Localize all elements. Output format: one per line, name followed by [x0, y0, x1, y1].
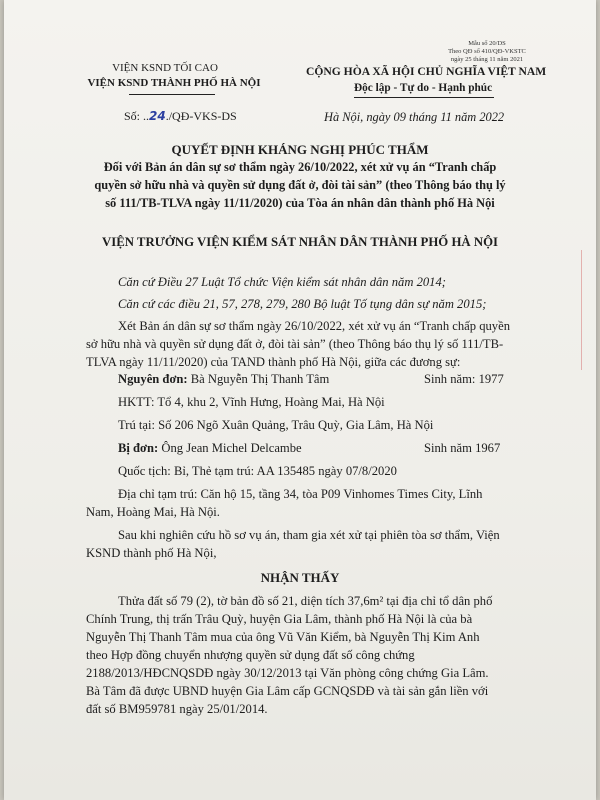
- findings-line: đất số BM959781 ngày 25/01/2014.: [86, 702, 268, 716]
- decision-title: QUYẾT ĐỊNH KHÁNG NGHỊ PHÚC THẨM: [171, 142, 429, 157]
- address-line: Địa chỉ tạm trú: Căn hộ 15, tầng 34, tòa P09 Vinhomes Times City, Lĩnh: [118, 487, 483, 501]
- subject-line: Đối với Bản án dân sự sơ thẩm ngày 26/10/2022, xét xử vụ án “Tranh chấp: [103, 160, 497, 174]
- review-line: TLVA ngày 11/11/2020) của TAND thành phố Hà Nội, giữa các đương sự:: [86, 355, 461, 369]
- review-paragraph: [86, 317, 510, 371]
- defendant-label: Bị đơn:: [118, 441, 159, 455]
- plaintiff-row: [118, 370, 329, 388]
- subject-line: số 111/TB-TLVA ngày 11/11/2020) của Tòa án nhân dân thành phố Hà Nội: [105, 196, 495, 210]
- after-review-line: Sau khi nghiên cứu hồ sơ vụ án, tham gia xét xử tại phiên tòa sơ thẩm, Viện: [118, 528, 500, 542]
- number-value: 24: [149, 109, 166, 123]
- form-note: [422, 40, 552, 64]
- findings-line: 2188/2013/HĐCNQSDĐ ngày 30/12/2013 tại Văn phòng công chứng Gia Lâm.: [86, 666, 489, 680]
- margin-stamp-trace: [581, 250, 596, 370]
- motto: Độc lập - Tự do - Hạnh phúc: [354, 82, 493, 94]
- defendant-temp-address: [86, 485, 482, 521]
- plaintiff-residence: Trú tại: Số 206 Ngõ Xuân Quảng, Trâu Quỳ, Gia Lâm, Hà Nội: [118, 418, 434, 432]
- country-name: CỘNG HÒA XÃ HỘI CHỦ NGHĨA VIỆT NAM: [306, 65, 547, 78]
- findings-line: Thửa đất số 79 (2), tờ bản đồ số 21, diện tích 37,6m² tại địa chỉ tổ dân phố: [118, 594, 493, 608]
- plaintiff-birth: Sinh năm: 1977: [424, 372, 504, 386]
- findings-paragraph: [86, 592, 516, 718]
- findings-line: Chính Trung, thị trấn Trâu Quỳ, huyện Gia Lâm, thành phố Hà Nội là của bà: [86, 612, 473, 626]
- review-line: Xét Bản án dân sự sơ thẩm ngày 26/10/2022, xét xử vụ án “Tranh chấp quyền: [118, 319, 510, 333]
- defendant-nationality: Quốc tịch: Bỉ, Thẻ tạm trú: AA 135485 ngày 07/8/2020: [118, 464, 397, 478]
- authority-heading: VIỆN TRƯỞNG VIỆN KIỂM SÁT NHÂN DÂN THÀNH PHỐ HÀ NỘI: [101, 235, 499, 249]
- form-note-line: ngày 25 tháng 11 năm 2021: [450, 56, 524, 63]
- plaintiff-label: Nguyên đơn:: [118, 372, 188, 386]
- review-line: sở hữu nhà và quyền sử dụng đất ở, đòi tài sản” (theo Thông báo thụ lý số 111/TB-: [86, 337, 504, 351]
- decision-subject: [4, 158, 596, 212]
- parent-agency: VIỆN KSND TỐI CAO: [112, 62, 218, 74]
- document-number: [124, 109, 237, 124]
- defendant-name: Ông Jean Michel Delcambe: [161, 441, 302, 455]
- form-note-line: Mẫu số 20/DS: [468, 40, 506, 47]
- agency-underline: [129, 94, 215, 95]
- legal-basis-1: Căn cứ Điều 27 Luật Tổ chức Viện kiểm sát nhân dân năm 2014;: [118, 275, 446, 289]
- address-line: Nam, Hoàng Mai, Hà Nội.: [86, 505, 220, 519]
- motto-underline: [354, 97, 494, 98]
- findings-line: theo Hợp đồng chuyển nhượng quyền sử dụng đất số công chứng: [86, 648, 415, 662]
- plaintiff-hktt: HKTT: Tổ 4, khu 2, Vĩnh Hưng, Hoàng Mai, Hà Nội: [118, 395, 385, 409]
- subject-line: quyền sở hữu nhà và quyền sử dụng đất ở, đòi tài sản” (theo Thông báo thụ lý: [94, 178, 506, 192]
- number-suffix: ./QĐ-VKS-DS: [165, 109, 237, 123]
- number-prefix: Số: ..: [124, 109, 150, 123]
- place-date: Hà Nội, ngày 09 tháng 11 năm 2022: [324, 110, 505, 124]
- document-page: [4, 0, 596, 800]
- agency-name: VIỆN KSND THÀNH PHỐ HÀ NỘI: [87, 77, 261, 89]
- findings-heading: NHẬN THẤY: [260, 570, 340, 585]
- form-note-line: Theo QĐ số 410/QĐ-VKSTC: [448, 48, 526, 55]
- after-review-paragraph: [86, 526, 500, 562]
- findings-line: Bà Tâm đã được UBND huyện Gia Lâm cấp GCNQSDĐ và tài sản gắn liền với: [86, 684, 489, 698]
- defendant-row: [118, 439, 302, 457]
- plaintiff-name: Bà Nguyễn Thị Thanh Tâm: [190, 372, 330, 386]
- findings-line: Nguyễn Thị Thanh Tâm mua của ông Vũ Văn Kiểm, bà Nguyễn Thị Kim Anh: [86, 630, 480, 644]
- defendant-birth: Sinh năm 1967: [424, 441, 501, 455]
- legal-basis-2: Căn cứ các điều 21, 57, 278, 279, 280 Bộ luật Tố tụng dân sự năm 2015;: [118, 297, 487, 311]
- after-review-line: KSND thành phố Hà Nội,: [86, 546, 217, 560]
